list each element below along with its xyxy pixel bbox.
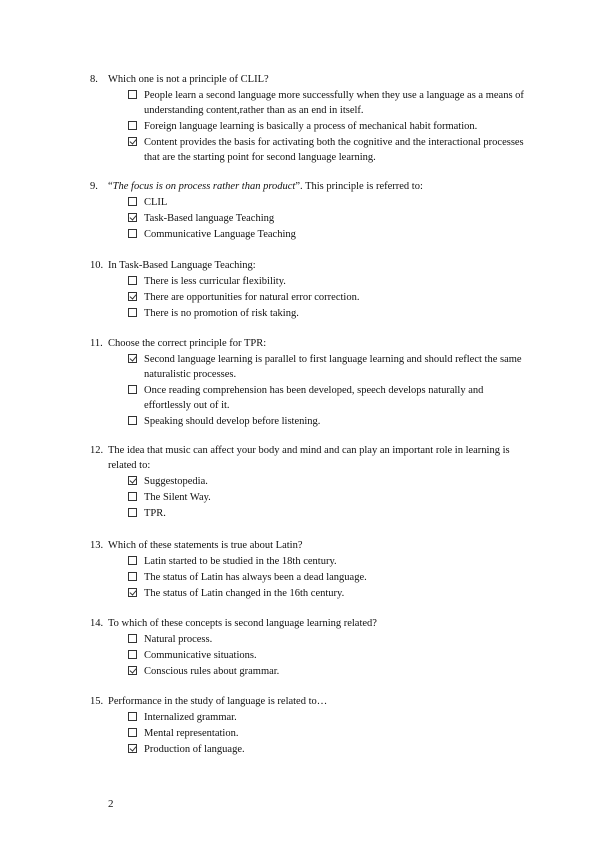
quoted-principle: The focus is on process rather than product [112, 181, 296, 192]
question-text: Which one is not a principle of CLIL? [108, 74, 269, 85]
checkbox-empty[interactable] [128, 728, 137, 737]
option-text: Latin started to be studied in the 18th century. [144, 556, 337, 567]
option[interactable] [128, 506, 530, 521]
checkbox-checked[interactable] [128, 137, 137, 146]
option[interactable] [128, 570, 530, 585]
checkbox-empty[interactable] [128, 634, 137, 643]
question-text: Which of these statements is true about Latin? [108, 540, 303, 551]
option-text: There is no promotion of risk taking. [144, 308, 299, 319]
question-text: The idea that music can affect your body and mind and can play an important role in learning is related to: [108, 445, 510, 471]
checkbox-checked[interactable] [128, 213, 137, 222]
checkbox-empty[interactable] [128, 229, 137, 238]
option-text: Speaking should develop before listening. [144, 416, 321, 427]
question-9 [90, 179, 530, 243]
option-text: Conscious rules about grammar. [144, 666, 280, 677]
option-text: There is less curricular flexibility. [144, 276, 286, 287]
question-10 [90, 258, 530, 322]
checkbox-empty[interactable] [128, 650, 137, 659]
option-text: Task-Based language Teaching [144, 213, 275, 224]
checkbox-empty[interactable] [128, 197, 137, 206]
question-text [108, 179, 530, 194]
option-text: CLIL [144, 197, 168, 208]
option-text: Communicative situations. [144, 650, 257, 661]
option[interactable] [128, 726, 530, 741]
question-number: 11. [90, 338, 103, 349]
question-number: 15. [90, 696, 104, 707]
checkbox-checked[interactable] [128, 744, 137, 753]
checkbox-empty[interactable] [128, 508, 137, 517]
option[interactable] [128, 195, 530, 210]
option[interactable] [128, 352, 530, 382]
checkbox-empty[interactable] [128, 121, 137, 130]
question-12 [90, 443, 530, 522]
checkbox-empty[interactable] [128, 556, 137, 565]
option-text: Suggestopedia. [144, 476, 208, 487]
question-13 [90, 538, 530, 602]
question-8 [90, 72, 530, 166]
checkbox-empty[interactable] [128, 385, 137, 394]
question-text: Performance in the study of language is related to… [108, 696, 328, 707]
page-number: 2 [108, 798, 114, 810]
question-number: 12. [90, 445, 104, 456]
option-text: The status of Latin has always been a dead language. [144, 572, 367, 583]
quote-open: “ [108, 181, 113, 192]
question-number: 9. [90, 181, 98, 192]
option[interactable] [128, 586, 530, 601]
option[interactable] [128, 227, 530, 242]
option[interactable] [128, 632, 530, 647]
option[interactable] [128, 119, 530, 134]
option[interactable] [128, 306, 530, 321]
option[interactable] [128, 274, 530, 289]
option-text: Internalized grammar. [144, 712, 237, 723]
checkbox-checked[interactable] [128, 292, 137, 301]
option[interactable] [128, 211, 530, 226]
checkbox-checked[interactable] [128, 476, 137, 485]
checkbox-empty[interactable] [128, 492, 137, 501]
option-text: People learn a second language more successfully when they use a language as a means of understanding content,rather than as an end in itself. [144, 90, 524, 116]
option-text: Production of language. [144, 744, 245, 755]
question-14 [90, 616, 530, 680]
option[interactable] [128, 474, 530, 489]
option-text: Natural process. [144, 634, 213, 645]
checkbox-empty[interactable] [128, 712, 137, 721]
question-text-tail: ”. This principle is referred to: [295, 181, 423, 192]
option[interactable] [128, 135, 530, 165]
option-text: Content provides the basis for activating both the cognitive and the interactional processes that are the starting point for second language learning. [144, 137, 524, 163]
question-number: 14. [90, 618, 104, 629]
option[interactable] [128, 664, 530, 679]
question-text: In Task-Based Language Teaching: [108, 260, 256, 271]
option[interactable] [128, 490, 530, 505]
option[interactable] [128, 554, 530, 569]
checkbox-checked[interactable] [128, 354, 137, 363]
checkbox-empty[interactable] [128, 276, 137, 285]
question-number: 8. [90, 74, 98, 85]
option-text: TPR. [144, 508, 166, 519]
question-number: 10. [90, 260, 104, 271]
option-text: Second language learning is parallel to first language learning and should reflect the same naturalistic processes. [144, 354, 522, 380]
option-text: The Silent Way. [144, 492, 211, 503]
option[interactable] [128, 383, 530, 413]
option-text: There are opportunities for natural error correction. [144, 292, 360, 303]
option[interactable] [128, 88, 530, 118]
question-11 [90, 336, 530, 430]
option-text: Once reading comprehension has been developed, speech develops naturally and effortlessly out of it. [144, 385, 484, 411]
checkbox-checked[interactable] [128, 588, 137, 597]
checkbox-empty[interactable] [128, 308, 137, 317]
option[interactable] [128, 414, 530, 429]
option-text: Mental representation. [144, 728, 239, 739]
option[interactable] [128, 648, 530, 663]
question-text: Choose the correct principle for TPR: [108, 338, 267, 349]
question-15 [90, 694, 530, 758]
checkbox-checked[interactable] [128, 666, 137, 675]
checkbox-empty[interactable] [128, 416, 137, 425]
option[interactable] [128, 742, 530, 757]
checkbox-empty[interactable] [128, 572, 137, 581]
question-text: To which of these concepts is second language learning related? [108, 618, 377, 629]
checkbox-empty[interactable] [128, 90, 137, 99]
option[interactable] [128, 710, 530, 725]
option-text: Communicative Language Teaching [144, 229, 296, 240]
option[interactable] [128, 290, 530, 305]
question-number: 13. [90, 540, 104, 551]
option-text: Foreign language learning is basically a process of mechanical habit formation. [144, 121, 478, 132]
option-text: The status of Latin changed in the 16th century. [144, 588, 345, 599]
